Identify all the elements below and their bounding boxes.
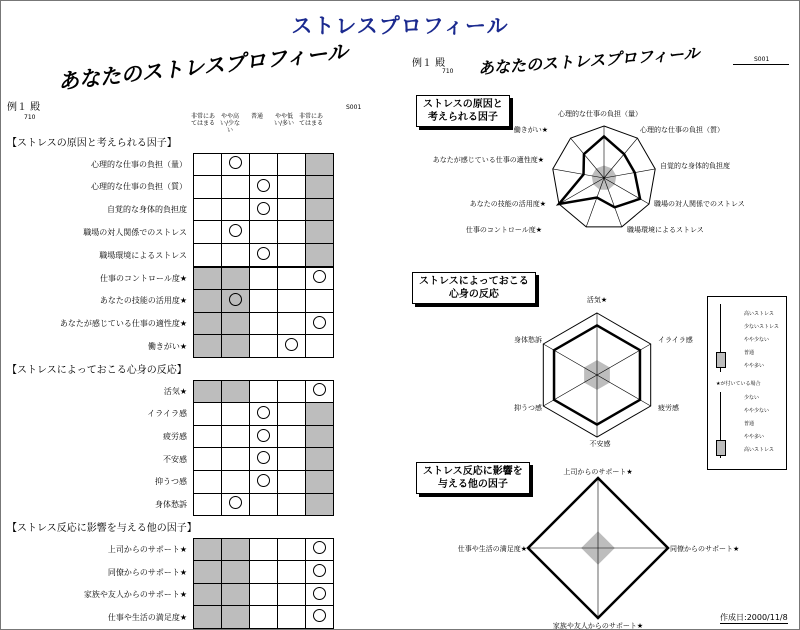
legend-label: やや多い — [744, 363, 765, 369]
legend-label: やや少ない — [744, 337, 770, 343]
radar-axis-label: あなたが感じている仕事の適性度★ — [432, 156, 544, 164]
radar-axis-label: あなたの技能の活用度★ — [469, 200, 546, 208]
radar-axis-label: イライラ感 — [658, 336, 693, 344]
legend-label: 少ないストレス — [744, 324, 779, 330]
legend-label: 高いストレス — [744, 447, 774, 453]
column-header: 非常にあてはまる — [190, 113, 215, 127]
section-title: 【ストレスによっておこる心身の反応】 — [7, 365, 187, 377]
row-label: 家族や友人からのサポート★ — [83, 590, 187, 600]
section-title: 【ストレスの原因と考えられる因子】 — [7, 138, 177, 150]
row-label: 活気★ — [163, 386, 187, 396]
chart3-box-line2: 与える他の因子 — [437, 479, 508, 490]
legend-normal-swatch — [716, 352, 726, 368]
radar-axis-label: 不安感 — [589, 440, 611, 448]
row-label: イライラ感 — [147, 409, 187, 419]
radar-axis-label: 活気★ — [586, 296, 608, 304]
legend-label: やや多い — [744, 434, 765, 440]
left-sub-code: 710 — [24, 114, 36, 121]
row-label: 疲労感 — [163, 432, 187, 442]
legend-label: 高いストレス — [744, 311, 774, 317]
chart3-box-line1: ストレス反応に影響を — [423, 466, 523, 477]
legend-label: やや少ない — [744, 408, 770, 414]
radar-axis-label: 働きがい★ — [513, 126, 548, 134]
column-header: やや高い/少ない — [219, 113, 241, 134]
column-header: 普通 — [250, 113, 263, 120]
right-sub-code: 710 — [442, 68, 454, 75]
chart1-box-line1: ストレスの原因と — [423, 99, 503, 110]
row-label: 身体愁訴 — [155, 499, 187, 509]
legend-normal-swatch — [716, 440, 726, 456]
row-label: あなたの技能の活用度★ — [99, 296, 187, 306]
row-label: 心理的な仕事の負担（質） — [91, 182, 187, 192]
radar-spoke — [597, 375, 651, 406]
row-label: 仕事のコントロール度★ — [99, 273, 187, 283]
right-handwritten-title: あなたのストレスプロフィール — [477, 43, 701, 78]
created-date: 作成日:2000/11/8 — [720, 613, 788, 622]
column-header: やや低い/多い — [273, 113, 295, 127]
legend-mid-label: ★が付いている場合 — [716, 381, 761, 387]
row-label: 職場の対人関係でのストレス — [83, 227, 187, 237]
radar-axis-label: 家族や友人からのサポート★ — [552, 622, 644, 630]
radar-spoke — [543, 344, 597, 375]
radar-spoke — [597, 344, 651, 375]
legend-label: 普通 — [744, 421, 755, 427]
row-label: 不安感 — [163, 454, 187, 464]
radar-axis-label: 上司からのサポート★ — [563, 468, 633, 476]
radar-spoke — [604, 178, 649, 204]
radar-axis-label: 職場の対人関係でのストレス — [654, 200, 745, 208]
left-name-label: 例１ 殿 — [7, 102, 41, 113]
legend-label: 少ない — [744, 395, 760, 401]
row-label: 職場環境によるストレス — [99, 250, 187, 260]
radar-axis-label: 身体愁訴 — [514, 336, 542, 344]
radar-spoke — [604, 138, 637, 178]
left-handwritten-title: あなたのストレスプロフィール — [56, 38, 350, 94]
radar-axis-label: 職場環境によるストレス — [627, 226, 704, 234]
left-id-code: S001 — [346, 104, 362, 111]
section-title: 【ストレス反応に影響を与える他の因子】 — [7, 523, 197, 535]
right-id-code: S001 — [754, 56, 770, 63]
row-label: 同僚からのサポート★ — [107, 567, 187, 577]
right-name-label: 例１ 殿 — [412, 58, 446, 69]
row-label: 上司からのサポート★ — [107, 544, 187, 554]
radar-spoke — [543, 375, 597, 406]
radar-axis-label: 心理的な仕事の負担（量） — [558, 110, 642, 118]
radar-axis-label: 疲労感 — [658, 404, 679, 412]
row-label: あなたが感じている仕事の適性度★ — [59, 319, 187, 329]
radar-axis-label: 自覚的な身体的負担度 — [660, 162, 730, 170]
radar-axis-label: 仕事や生活の満足度★ — [457, 545, 527, 553]
page-title: ストレスプロフィール — [291, 14, 509, 38]
row-label: 心理的な仕事の負担（量） — [91, 159, 187, 169]
column-header: 非常にあてはまる — [298, 113, 323, 127]
radar-axis-label: 抑うつ感 — [514, 404, 542, 412]
radar-axis-label: 心理的な仕事の負担（質） — [640, 126, 724, 134]
radar-spoke — [571, 138, 604, 178]
row-label: 抑うつ感 — [155, 477, 187, 487]
chart2-box-line1: ストレスによっておこる — [419, 276, 529, 287]
chart1-box-line2: 考えられる因子 — [427, 112, 498, 123]
radar-axis-label: 同僚からのサポート★ — [670, 545, 740, 553]
row-label: 自覚的な身体的負担度 — [107, 205, 187, 215]
row-label: 仕事や生活の満足度★ — [107, 612, 187, 622]
legend-label: 普通 — [744, 350, 755, 356]
radar-axis-label: 仕事のコントロール度★ — [465, 226, 542, 234]
row-label: 働きがい★ — [147, 341, 187, 351]
chart2-box-line2: 心身の反応 — [448, 289, 499, 300]
